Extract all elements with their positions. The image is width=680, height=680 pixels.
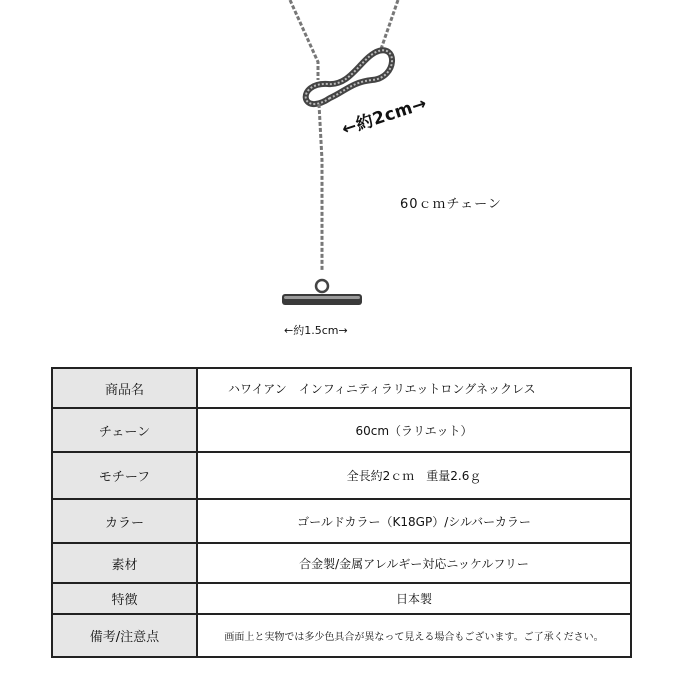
table-row — [52, 499, 631, 543]
spec-key-feature: 特徴 — [52, 583, 197, 614]
table-row — [52, 408, 631, 452]
ring-icon — [316, 280, 328, 292]
table-row — [52, 583, 631, 614]
spec-value-notes: 画面上と実物では多少色具合が異なって見える場合もございます。ご了承ください。 — [197, 614, 631, 657]
spec-key-motif: モチーフ — [52, 452, 197, 499]
table-row — [52, 614, 631, 657]
infinity-motif-icon — [306, 50, 392, 104]
table-row — [52, 543, 631, 583]
chain-hanging — [319, 104, 322, 270]
toggle-bar-icon — [282, 294, 362, 305]
spec-key-notes: 備考/注意点 — [52, 614, 197, 657]
spec-value-chain: 60cm（ラリエット） — [197, 408, 631, 452]
spec-table — [51, 367, 632, 658]
bar-length-label: ←約1.5cm→ — [284, 324, 348, 337]
length-label-motif: ←約2cm→ — [339, 93, 430, 140]
spec-key-material: 素材 — [52, 543, 197, 583]
table-row — [52, 452, 631, 499]
spec-key-chain: チェーン — [52, 408, 197, 452]
spec-value-feature: 日本製 — [197, 583, 631, 614]
spec-value-color: ゴールドカラー（K18GP）/シルバーカラー — [197, 499, 631, 543]
spec-value-material: 合金製/金属アレルギー対応ニッケルフリー — [197, 543, 631, 583]
spec-key-name: 商品名 — [52, 368, 197, 408]
chain-left — [290, 0, 318, 80]
chain-right — [380, 0, 398, 52]
spec-key-color: カラー — [52, 499, 197, 543]
chain-length-label: 60ｃｍチェーン — [400, 197, 502, 212]
spec-value-name: ハワイアン インフィニティラリエットロングネックレス — [197, 368, 631, 408]
spec-value-motif: 全長約2ｃｍ 重量2.6ｇ — [197, 452, 631, 499]
table-row — [52, 368, 631, 408]
